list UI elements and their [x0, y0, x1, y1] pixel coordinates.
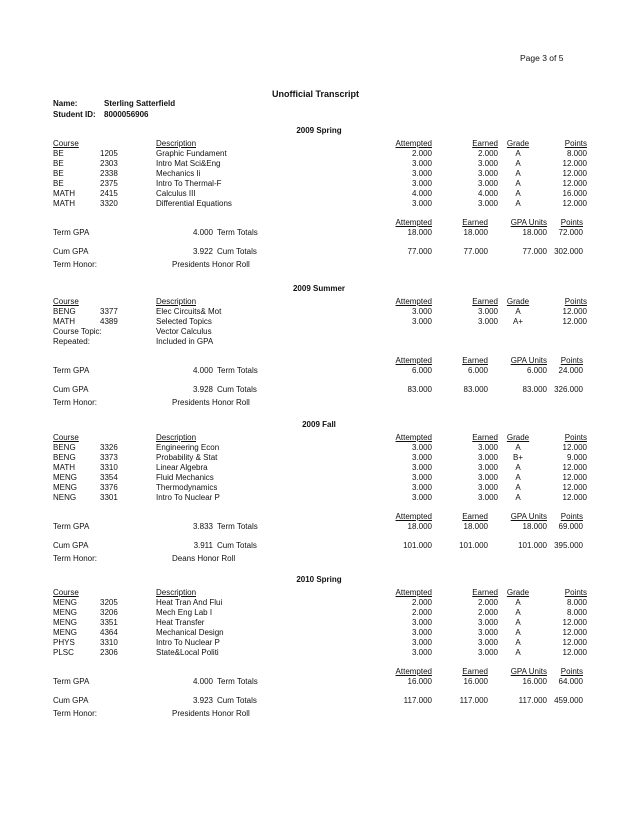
col-header-attempted: Attempted: [395, 139, 432, 148]
cum-gpa-units: 83.000: [522, 385, 547, 394]
course-attempted: 3.000: [411, 159, 432, 168]
course-points: 16.000: [562, 189, 587, 198]
cum-gpa-value: 3.928: [192, 385, 213, 394]
course-attempted: 3.000: [411, 317, 432, 326]
course-number: 3320: [100, 199, 118, 208]
cum-gpa-value: 3.922: [192, 247, 213, 256]
term-points: 64.000: [558, 677, 583, 686]
term-gpa-value: 4.000: [192, 677, 213, 686]
course-subject: BENG: [53, 307, 76, 316]
totals-header-earned: Earned: [462, 512, 488, 521]
course-subject: MATH: [53, 317, 76, 326]
course-points: 12.000: [562, 307, 587, 316]
course-earned: 3.000: [477, 618, 498, 627]
col-header-grade: Grade: [506, 433, 530, 442]
term-earned: 18.000: [463, 228, 488, 237]
course-earned: 2.000: [477, 598, 498, 607]
course-attempted: 3.000: [411, 638, 432, 647]
term-gpa-value: 3.833: [192, 522, 213, 531]
course-earned: 3.000: [477, 317, 498, 326]
course-earned: 3.000: [477, 483, 498, 492]
course-points: 8.000: [566, 598, 587, 607]
course-description: Differential Equations: [156, 199, 232, 208]
col-header-course: Course: [53, 139, 79, 148]
course-description: Intro Mat Sci&Eng: [156, 159, 221, 168]
course-earned: 3.000: [477, 159, 498, 168]
course-extra-label: Course Topic:: [53, 327, 102, 336]
cum-attempted: 83.000: [407, 385, 432, 394]
cum-gpa-units: 77.000: [522, 247, 547, 256]
totals-header-gpa-units: GPA Units: [510, 218, 547, 227]
course-number: 3310: [100, 638, 118, 647]
term-honor-value: Presidents Honor Roll: [172, 398, 250, 407]
course-attempted: 2.000: [411, 598, 432, 607]
course-attempted: 3.000: [411, 199, 432, 208]
term-gpa-units: 16.000: [522, 677, 547, 686]
course-attempted: 3.000: [411, 473, 432, 482]
course-description: State&Local Politi: [156, 648, 219, 657]
course-points: 8.000: [566, 149, 587, 158]
course-earned: 3.000: [477, 638, 498, 647]
totals-header-earned: Earned: [462, 667, 488, 676]
course-description: Mech Eng Lab I: [156, 608, 213, 617]
course-number: 2415: [100, 189, 118, 198]
term-gpa-units: 18.000: [522, 228, 547, 237]
term-points: 69.000: [558, 522, 583, 531]
course-extra-value: Vector Calculus: [156, 327, 212, 336]
course-number: 3310: [100, 463, 118, 472]
course-points: 12.000: [562, 463, 587, 472]
course-points: 12.000: [562, 169, 587, 178]
course-subject: MATH: [53, 463, 76, 472]
term-totals-label: Term Totals: [217, 522, 258, 531]
col-header-attempted: Attempted: [395, 588, 432, 597]
course-extra-label: Repeated:: [53, 337, 90, 346]
term-heading: 2010 Spring: [296, 575, 342, 584]
course-points: 12.000: [562, 199, 587, 208]
course-grade: A: [515, 638, 521, 647]
cum-earned: 101.000: [459, 541, 488, 550]
totals-header-gpa-units: GPA Units: [510, 512, 547, 521]
course-subject: MENG: [53, 483, 77, 492]
course-attempted: 2.000: [411, 608, 432, 617]
course-number: 3376: [100, 483, 118, 492]
course-subject: BE: [53, 179, 64, 188]
term-earned: 16.000: [463, 677, 488, 686]
course-earned: 3.000: [477, 463, 498, 472]
course-points: 9.000: [566, 453, 587, 462]
course-subject: PHYS: [53, 638, 75, 647]
term-honor-label: Term Honor:: [53, 554, 98, 563]
totals-header-attempted: Attempted: [395, 218, 432, 227]
course-description: Selected Topics: [156, 317, 212, 326]
course-subject: BENG: [53, 453, 76, 462]
col-header-earned: Earned: [472, 297, 498, 306]
totals-header-earned: Earned: [462, 356, 488, 365]
course-grade: A: [515, 598, 521, 607]
col-header-course: Course: [53, 297, 79, 306]
col-header-grade: Grade: [506, 588, 530, 597]
term-attempted: 18.000: [407, 522, 432, 531]
col-header-grade: Grade: [506, 297, 530, 306]
totals-header-gpa-units: GPA Units: [510, 356, 547, 365]
course-description: Heat Tran And Flui: [156, 598, 223, 607]
totals-header-earned: Earned: [462, 218, 488, 227]
course-number: 3377: [100, 307, 118, 316]
course-earned: 4.000: [477, 189, 498, 198]
course-subject: BE: [53, 159, 64, 168]
col-header-points: Points: [564, 433, 587, 442]
course-description: Heat Transfer: [156, 618, 205, 627]
course-description: Elec Circuits& Mot: [156, 307, 222, 316]
name-label: Name:: [53, 99, 78, 108]
term-totals-label: Term Totals: [217, 677, 258, 686]
course-earned: 3.000: [477, 179, 498, 188]
course-attempted: 3.000: [411, 628, 432, 637]
cum-points: 326.000: [554, 385, 583, 394]
course-attempted: 3.000: [411, 179, 432, 188]
course-grade: A: [515, 199, 521, 208]
term-gpa-label: Term GPA: [53, 366, 90, 375]
page-title: Unofficial Transcript: [272, 89, 360, 99]
cum-attempted: 101.000: [403, 541, 432, 550]
course-earned: 3.000: [477, 453, 498, 462]
term-honor-value: Presidents Honor Roll: [172, 709, 250, 718]
course-subject: MENG: [53, 628, 77, 637]
totals-header-points: Points: [560, 667, 583, 676]
course-subject: MATH: [53, 189, 76, 198]
cum-gpa-units: 101.000: [518, 541, 547, 550]
student-id-label: Student ID:: [53, 110, 96, 119]
course-earned: 3.000: [477, 648, 498, 657]
course-number: 2303: [100, 159, 118, 168]
course-earned: 3.000: [477, 628, 498, 637]
course-number: 4389: [100, 317, 118, 326]
course-grade: A: [515, 483, 521, 492]
course-earned: 3.000: [477, 199, 498, 208]
course-description: Mechanics Ii: [156, 169, 201, 178]
course-subject: MATH: [53, 199, 76, 208]
course-attempted: 3.000: [411, 648, 432, 657]
course-number: 3373: [100, 453, 118, 462]
course-points: 12.000: [562, 317, 587, 326]
term-gpa-value: 4.000: [192, 228, 213, 237]
term-attempted: 6.000: [411, 366, 432, 375]
term-heading: 2009 Summer: [292, 284, 346, 293]
term-earned: 6.000: [467, 366, 488, 375]
course-earned: 3.000: [477, 443, 498, 452]
course-subject: MENG: [53, 618, 77, 627]
term-honor-label: Term Honor:: [53, 260, 98, 269]
course-number: 3205: [100, 598, 118, 607]
term-gpa-label: Term GPA: [53, 522, 90, 531]
term-points: 72.000: [558, 228, 583, 237]
course-points: 12.000: [562, 628, 587, 637]
col-header-description: Description: [156, 139, 197, 148]
term-earned: 18.000: [463, 522, 488, 531]
cum-earned: 77.000: [463, 247, 488, 256]
course-attempted: 3.000: [411, 463, 432, 472]
term-attempted: 16.000: [407, 677, 432, 686]
course-grade: A: [515, 648, 521, 657]
course-description: Intro To Thermal-F: [156, 179, 222, 188]
totals-header-points: Points: [560, 218, 583, 227]
term-gpa-units: 18.000: [522, 522, 547, 531]
cum-attempted: 77.000: [407, 247, 432, 256]
course-grade: A: [515, 189, 521, 198]
totals-header-gpa-units: GPA Units: [510, 667, 547, 676]
course-points: 12.000: [562, 493, 587, 502]
course-number: 2338: [100, 169, 118, 178]
col-header-course: Course: [53, 588, 79, 597]
term-gpa-units: 6.000: [526, 366, 547, 375]
course-number: 4364: [100, 628, 118, 637]
course-grade: A: [515, 618, 521, 627]
col-header-earned: Earned: [472, 588, 498, 597]
totals-header-attempted: Attempted: [395, 512, 432, 521]
course-attempted: 3.000: [411, 169, 432, 178]
course-description: Calculus III: [156, 189, 196, 198]
page-indicator: Page 3 of 5: [520, 53, 564, 63]
term-heading: 2009 Spring: [296, 126, 342, 135]
course-subject: MENG: [53, 608, 77, 617]
cum-earned: 83.000: [463, 385, 488, 394]
cum-totals-label: Cum Totals: [217, 385, 257, 394]
course-attempted: 3.000: [411, 307, 432, 316]
col-header-attempted: Attempted: [395, 433, 432, 442]
term-attempted: 18.000: [407, 228, 432, 237]
course-grade: A+: [512, 317, 523, 326]
course-earned: 3.000: [477, 473, 498, 482]
course-points: 12.000: [562, 483, 587, 492]
course-description: Thermodynamics: [156, 483, 218, 492]
term-totals-label: Term Totals: [217, 366, 258, 375]
cum-attempted: 117.000: [403, 696, 432, 705]
col-header-description: Description: [156, 588, 197, 597]
course-points: 12.000: [562, 443, 587, 452]
course-points: 12.000: [562, 638, 587, 647]
course-points: 12.000: [562, 648, 587, 657]
col-header-course: Course: [53, 433, 79, 442]
cum-gpa-label: Cum GPA: [53, 385, 89, 394]
course-number: 3354: [100, 473, 118, 482]
course-earned: 2.000: [477, 608, 498, 617]
course-description: Intro To Nuclear P: [156, 493, 220, 502]
course-earned: 3.000: [477, 307, 498, 316]
course-description: Mechanical Design: [156, 628, 224, 637]
course-number: 3351: [100, 618, 118, 627]
col-header-description: Description: [156, 297, 197, 306]
term-honor-value: Presidents Honor Roll: [172, 260, 250, 269]
course-grade: A: [515, 159, 521, 168]
cum-earned: 117.000: [459, 696, 488, 705]
col-header-points: Points: [564, 297, 587, 306]
course-description: Probability & Stat: [156, 453, 218, 462]
course-points: 12.000: [562, 179, 587, 188]
course-description: Fluid Mechanics: [156, 473, 214, 482]
course-attempted: 3.000: [411, 453, 432, 462]
cum-totals-label: Cum Totals: [217, 247, 257, 256]
course-description: Intro To Nuclear P: [156, 638, 220, 647]
course-points: 12.000: [562, 473, 587, 482]
term-totals-label: Term Totals: [217, 228, 258, 237]
col-header-earned: Earned: [472, 139, 498, 148]
course-points: 12.000: [562, 159, 587, 168]
cum-gpa-value: 3.911: [193, 541, 213, 550]
col-header-points: Points: [564, 139, 587, 148]
course-description: Engineering Econ: [156, 443, 220, 452]
course-attempted: 3.000: [411, 493, 432, 502]
course-description: Linear Algebra: [156, 463, 208, 472]
course-number: 3326: [100, 443, 118, 452]
course-points: 12.000: [562, 618, 587, 627]
course-number: 2306: [100, 648, 118, 657]
term-gpa-label: Term GPA: [53, 228, 90, 237]
cum-gpa-value: 3.923: [192, 696, 213, 705]
term-honor-label: Term Honor:: [53, 709, 98, 718]
term-heading: 2009 Fall: [302, 420, 336, 429]
cum-gpa-label: Cum GPA: [53, 247, 89, 256]
course-number: 3301: [100, 493, 118, 502]
course-grade: A: [515, 463, 521, 472]
course-points: 8.000: [566, 608, 587, 617]
term-honor-label: Term Honor:: [53, 398, 98, 407]
course-grade: A: [515, 608, 521, 617]
totals-header-attempted: Attempted: [395, 667, 432, 676]
student-name: Sterling Satterfield: [104, 99, 176, 108]
course-subject: MENG: [53, 598, 77, 607]
course-grade: A: [515, 307, 521, 316]
term-gpa-label: Term GPA: [53, 677, 90, 686]
course-attempted: 3.000: [411, 618, 432, 627]
course-subject: MENG: [53, 473, 77, 482]
course-number: 2375: [100, 179, 118, 188]
course-grade: A: [515, 493, 521, 502]
totals-header-points: Points: [560, 356, 583, 365]
course-number: 1205: [100, 149, 118, 158]
course-attempted: 3.000: [411, 443, 432, 452]
col-header-points: Points: [564, 588, 587, 597]
cum-gpa-label: Cum GPA: [53, 541, 89, 550]
course-subject: PLSC: [53, 648, 74, 657]
course-grade: B+: [512, 453, 523, 462]
col-header-earned: Earned: [472, 433, 498, 442]
course-earned: 3.000: [477, 493, 498, 502]
term-gpa-value: 4.000: [192, 366, 213, 375]
term-honor-value: Deans Honor Roll: [172, 554, 236, 563]
course-subject: BE: [53, 149, 64, 158]
course-subject: BENG: [53, 443, 76, 452]
term-points: 24.000: [558, 366, 583, 375]
cum-gpa-label: Cum GPA: [53, 696, 89, 705]
course-attempted: 2.000: [411, 149, 432, 158]
totals-header-attempted: Attempted: [395, 356, 432, 365]
totals-header-points: Points: [560, 512, 583, 521]
col-header-attempted: Attempted: [395, 297, 432, 306]
course-grade: A: [515, 149, 521, 158]
col-header-description: Description: [156, 433, 197, 442]
course-attempted: 4.000: [411, 189, 432, 198]
course-grade: A: [515, 443, 521, 452]
course-subject: NENG: [53, 493, 77, 502]
col-header-grade: Grade: [506, 139, 530, 148]
cum-points: 302.000: [554, 247, 583, 256]
course-subject: BE: [53, 169, 64, 178]
course-earned: 2.000: [477, 149, 498, 158]
course-grade: A: [515, 628, 521, 637]
course-grade: A: [515, 179, 521, 188]
student-id: 8000056906: [104, 110, 149, 119]
course-description: Graphic Fundament: [156, 149, 227, 158]
course-attempted: 3.000: [411, 483, 432, 492]
cum-totals-label: Cum Totals: [217, 541, 257, 550]
cum-totals-label: Cum Totals: [217, 696, 257, 705]
course-number: 3206: [100, 608, 118, 617]
course-extra-value: Included in GPA: [156, 337, 214, 346]
course-earned: 3.000: [477, 169, 498, 178]
course-grade: A: [515, 169, 521, 178]
cum-points: 395.000: [554, 541, 583, 550]
course-grade: A: [515, 473, 521, 482]
cum-points: 459.000: [554, 696, 583, 705]
cum-gpa-units: 117.000: [518, 696, 547, 705]
